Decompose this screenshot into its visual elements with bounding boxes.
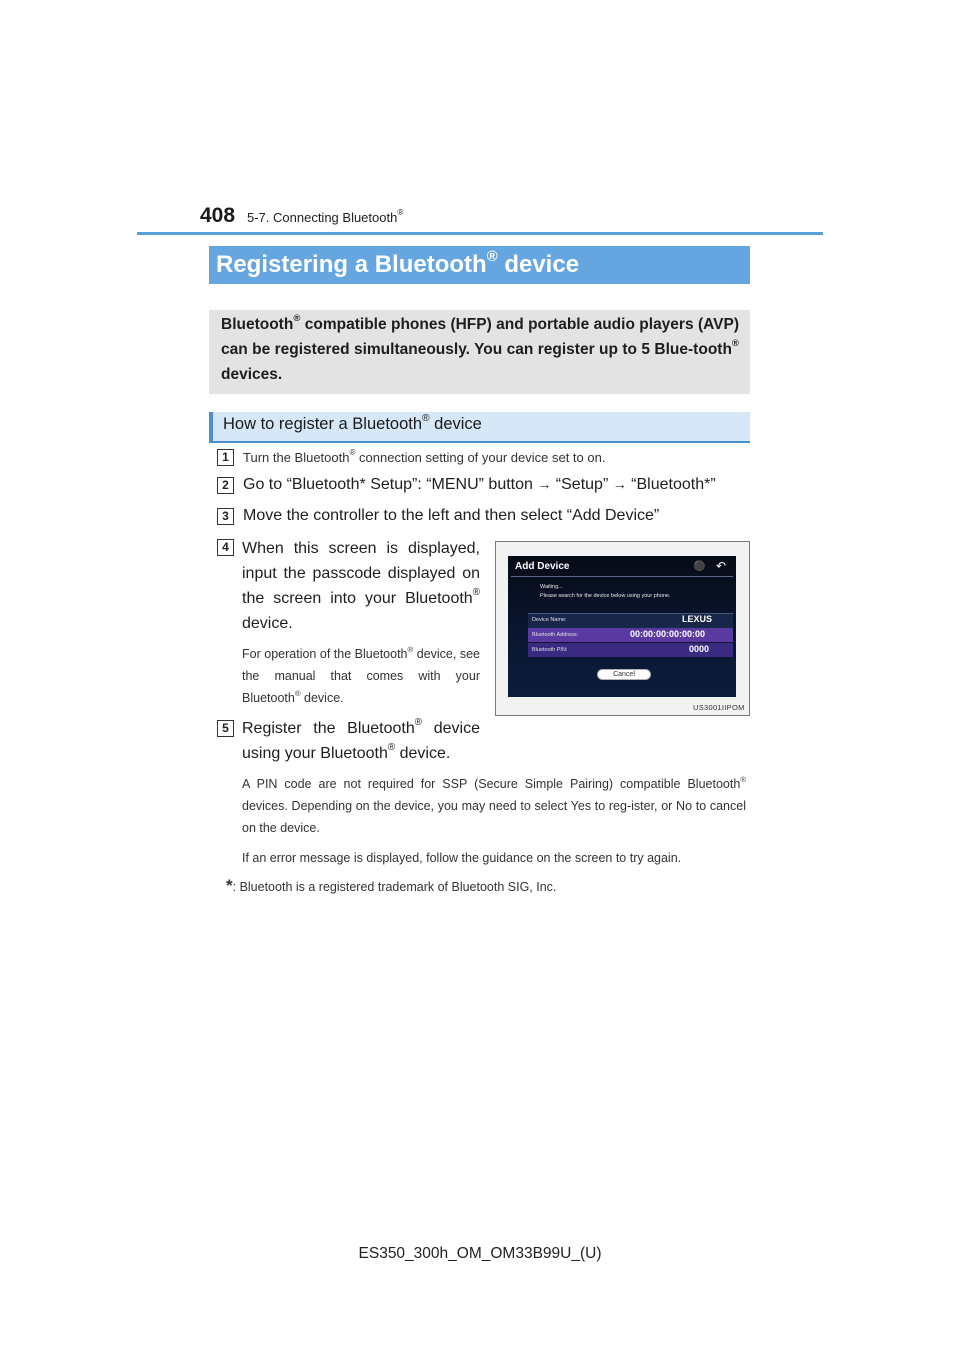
device-name-value: LEXUS: [682, 614, 713, 624]
illustration-code: US3001IIPOM: [693, 703, 745, 712]
step-4-note-registered-mark-1: ®: [407, 644, 414, 654]
footnote-text: : Bluetooth is a registered trademark of Bluetooth SIG, Inc.: [232, 880, 557, 894]
bluetooth-pin-value: 0000: [689, 644, 710, 654]
section-header-accent: [209, 412, 213, 441]
error-note: If an error message is displayed, follow the guidance on the screen to try again.: [242, 851, 682, 865]
step-1-pre: Turn the Bluetooth: [243, 450, 350, 465]
step-4-pre: When this screen is displayed, input the passcode displayed on the screen into your Bluetooth: [242, 540, 480, 607]
step-4-note-registered-mark-2: ®: [294, 688, 301, 698]
device-name-label: Device Name:: [532, 617, 567, 623]
step-5-mid: device using your Bluetooth: [242, 720, 480, 762]
page-number: 408: [200, 204, 236, 227]
cancel-button: Cancel: [597, 669, 651, 680]
screenshot-message-line-1: Waiting...: [540, 584, 563, 590]
bluetooth-pin-label: Bluetooth PIN:: [532, 647, 568, 653]
arrow-icon: →: [612, 476, 627, 492]
screenshot-message: [540, 583, 671, 601]
chapter-text: 5-7. Connecting Bluetooth: [247, 210, 398, 225]
chapter-heading: [247, 210, 403, 225]
screenshot-message-line-2: Please search for the device below using your phone.: [540, 593, 671, 599]
intro-text: [221, 312, 739, 387]
back-icon: ↶: [716, 559, 727, 573]
title-pre: Registering a Bluetooth: [216, 251, 487, 278]
step-3-badge: 3: [217, 508, 234, 525]
step-4-badge: 4: [217, 539, 234, 556]
intro-registered-mark-1: ®: [293, 313, 301, 325]
document-code: ES350_300h_OM_OM33B99U_(U): [358, 1245, 602, 1262]
microphone-icon: ⚫: [693, 561, 706, 572]
step-1-badge: 1: [217, 449, 234, 466]
bluetooth-address-label: Bluetooth Address:: [532, 632, 579, 638]
step-4-note-post: device.: [300, 691, 344, 705]
intro-part3: devices.: [221, 366, 283, 383]
step-2-badge: 2: [217, 477, 234, 494]
step-5-text: [242, 716, 480, 766]
title-post: device: [497, 251, 580, 278]
screenshot-title: Add Device: [515, 561, 570, 572]
screenshot-divider: [511, 576, 733, 577]
step-5-badge: 5: [217, 720, 234, 737]
step-1-registered-mark: ®: [349, 448, 356, 458]
section-post: device: [429, 415, 482, 433]
registered-mark: ®: [397, 208, 404, 218]
pin-note-post: devices. Depending on the device, you may need to select Yes to reg-ister, or No to cancel on the device.: [242, 799, 746, 835]
step-4-note-pre: For operation of the Bluetooth: [242, 647, 408, 661]
header-divider: [137, 232, 823, 235]
step-3-text: Move the controller to the left and then select “Add Device”: [243, 507, 660, 524]
footnote-star: *: [226, 876, 233, 895]
intro-part2: compatible phones (HFP) and portable audio players (AVP) can be registered simultaneously. You can register up to 5 Blue-tooth: [221, 316, 739, 358]
intro-registered-mark-2: ®: [731, 338, 739, 350]
step-2-text: [243, 476, 716, 494]
step-4-text: [242, 536, 480, 636]
section-pre: How to register a Bluetooth: [223, 415, 423, 433]
bluetooth-address-value: 00:00:00:00:00:00: [630, 629, 706, 639]
trademark-footnote: [226, 876, 556, 896]
step-4-post: device.: [242, 615, 293, 632]
intro-part1: Bluetooth: [221, 316, 294, 333]
step-4-note: [242, 643, 480, 709]
title-registered-mark: ®: [486, 248, 498, 265]
pin-note-pre: A PIN code are not required for SSP (Secure Simple Pairing) compatible Bluetooth: [242, 777, 741, 791]
section-header-underline: [209, 441, 750, 443]
pin-note-registered-mark: ®: [740, 774, 746, 784]
step-1-post: connection setting of your device set to on.: [355, 450, 606, 465]
step-4-note-mid: device, see the manual that comes with your Bluetooth: [242, 647, 480, 705]
step-5-registered-mark-2: ®: [387, 742, 396, 754]
step-5-pre: Register the Bluetooth: [242, 720, 415, 737]
section-registered-mark: ®: [422, 412, 430, 424]
section-heading: [223, 412, 482, 434]
step-5-post: device.: [395, 745, 451, 762]
step-2-pre: Go to “Bluetooth* Setup”: “MENU” button: [243, 476, 538, 493]
step-1-text: [243, 450, 605, 465]
step-4-registered-mark: ®: [472, 587, 480, 599]
step-2-post: “Bluetooth*”: [626, 476, 716, 493]
step-5-registered-mark-1: ®: [414, 717, 423, 729]
page-title: [216, 248, 580, 279]
pin-note: [242, 773, 746, 839]
step-2-mid: “Setup”: [551, 476, 613, 493]
arrow-icon: →: [537, 476, 552, 492]
